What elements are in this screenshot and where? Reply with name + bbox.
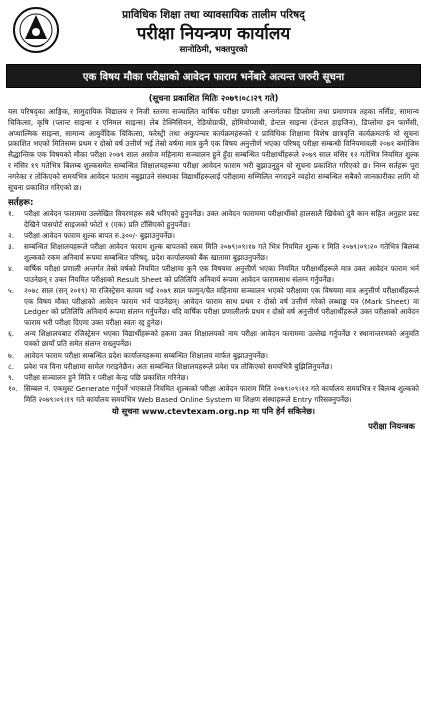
condition-text: सिम्बल नं. एकमुस्ट Generate गर्नुपर्ने भएकाले नियमित शुल्कको परीक्षा आवेदन फाराम मिति २०७९।०९।१२ गते कार्यालय समयभित्र र बिलम्ब शुल्कको मिति २०७९।०९।१९ गते कार्यालय समयभित्र Web Based Online System मा शिक्षण संस्थाहरूले Entry गरिसक्नुपर्नेछ। (24, 384, 419, 404)
org-name-line1: प्राविधिक शिक्षा तथा व्यावसायिक तालीम परिषद् (122, 9, 305, 21)
condition-number: ४. (8, 264, 15, 274)
condition-item (8, 362, 419, 373)
condition-number: १. (8, 209, 15, 219)
conditions-list (6, 209, 421, 405)
condition-text: वार्षिक परीक्षा प्रणाली अन्तर्गत तेस्रो वर्षको नियमित परीक्षामा कुनै एक विषयमा अनुत्तीर्ण भएका नियमित परीक्षार्थीहरूले मात्र उक्त आवेदन फाराम भर्न पाउनेछन् र उक्त नियमित परीक्षाको Result Sheet को प्रतिलिपि अनिवार्य रूपमा आवेदन फारामसाथ संलग्न गर्नुपर्नेछ। (24, 264, 419, 284)
condition-item (8, 264, 419, 285)
website-note: यो सूचना www.ctevtexam.org.np मा पनि हेर्न सकिनेछ। (111, 406, 316, 417)
publish-date: (सूचना प्रकाशित मितिः २०७९।०८।२९ गते) (148, 93, 279, 103)
condition-item (8, 286, 419, 328)
org-name-line2: परीक्षा नियन्त्रण कार्यालय (136, 24, 291, 44)
condition-text: परीक्षा आवेदन फाराम शुल्क बापत रु.३००/- बुझाउनुपर्नेछ। (24, 231, 176, 241)
condition-number: ९. (8, 373, 15, 383)
condition-number: ३. (8, 242, 15, 252)
condition-number: १०. (8, 384, 18, 394)
condition-text: प्रवेश पत्र विना परीक्षामा सामेल गराइनेछैन। अतः सम्बन्धित शिक्षालयहरूले प्रवेश पत्र तोकिएको समयभित्रै बुझिलिनुपर्नेछ। (24, 361, 333, 371)
org-address: सानोठिमी, भक्तपुरको (179, 45, 248, 55)
condition-number: ६. (8, 328, 15, 338)
condition-item (8, 329, 419, 350)
condition-number: ८. (8, 361, 15, 371)
condition-number: ७. (8, 350, 15, 360)
conditions-heading: सर्तहरू: (8, 198, 34, 209)
condition-text: परीक्षा सञ्चालन हुने मिति र परीक्षा केन्द्र पछि प्रकाशित गरिनेछ। (24, 373, 189, 383)
condition-text: अन्य शिक्षालयबाट रजिस्ट्रेसन भएका विद्यार्थीहरूको हकमा उक्त शिक्षालयको नाम परीक्षा आवेदन फाराममा उल्लेख गर्नुपर्नेछ र स्थानान्तरणको अनुमति पत्रको छायाँ प्रति समेत संलग्न राख्नुपर्नेछ। (24, 328, 419, 349)
condition-item (8, 231, 419, 242)
condition-item (8, 242, 419, 263)
condition-text: आवेदन फाराम परीक्षा सम्बन्धित प्रदेश कार्यालयहरूमा सम्बन्धित शिक्षालय मार्फत बुझाउनुपर्नेछ। (24, 350, 269, 360)
condition-text: २०७८ साल (सन् २०१९) मा रजिस्ट्रेसन कायम भई २०७९ साल फागुन/चैत महिनामा सञ्चालन भएको परीक्षामा एक विषयमा मात्र अनुत्तीर्ण परीक्षार्थीहरूले एक विषय मौका परीक्षाको आवेदन फाराम भर्न पाउनेछन्। आवेदन फाराम साथ प्रथम र दोस्रो वर्ष उत्तीर्ण गरेको लब्धाङ्क पत्र (Mark Sheet) वा Ledger को प्रतिलिपि अनिवार्य रूपमा संलग्न गर्नुपर्नेछ। यदि वार्षिक परीक्षा प्रणालीतर्फ प्रथम र दोस्रो वर्ष अनुत्तीर्ण परीक्षार्थीहरूले उक्त परीक्षाको आवेदन फाराम भरी परीक्षा दिएमा उक्त परीक्षा स्वतः रद्द हुनेछ। (24, 285, 419, 327)
notice-header (6, 4, 421, 60)
condition-number: २. (8, 231, 15, 241)
condition-text: परीक्षा आवेदन फाराममा उल्लेखित विवरणहरू सबै भरिएको हुनुपर्नेछ। उक्त आवेदन फाराममा परीक्षार्थीको हालसालै खिचेको दुवै कान सहित अनुहार प्रस्ट देखिने पासपोर्ट साइजको फोटो १ (एक) प्रति टाँसिएको हुनुपर्नेछ। (24, 209, 419, 229)
signature-title: परीक्षा नियन्त्रक (368, 421, 415, 432)
condition-number: ५. (8, 285, 15, 295)
condition-text: सम्बन्धित शिक्षालयहरूले परीक्षा आवेदन फाराम शुल्क बापतको रकम मिति २०७९।०९।१७ गते भित्र नियमित शुल्क र मिति २०७९।०९।२० गतेभित्र बिलम्ब शुल्कको रकम अनिवार्य रूपमा सम्बन्धित परिषद्, प्रदेश कार्यालयको बैंक खातामा बुझाउनुपर्नेछ। (24, 242, 419, 262)
condition-item (8, 384, 419, 405)
condition-item (8, 373, 419, 384)
condition-item (8, 351, 419, 362)
condition-item (8, 209, 419, 230)
notice-title-banner: एक विषय मौका परीक्षाको आवेदन फाराम भर्नेबारे अत्यन्त जरुरी सूचना (6, 64, 421, 88)
intro-paragraph: यस परिषद्का आङ्गिक, सामुदायिक विद्यालय र निजी स्तरमा सञ्चालित वार्षिक परीक्षा प्रणाली अन्तर्गतका डिप्लोमा तथा प्रमाणपत्र तहका नर्सिङ, सामान्य चिकित्सा, कृषि (प्लान्ट साइन्स र एनिमल साइन्स) लेब टेक्निसियन, रेडियोग्राफी, होमियोप्याथी, डेन्टल साइन्स (डेन्टल हाइजिन), डिप्लोमा इन फार्मेसी, अप्थाल्मिक साइन्स, सामान्य आयुर्वेदिक चिकित्सा, फरेस्ट्री तथा अकुपन्चर कार्यक्रमहरूको र प्राविधिक शिक्षामा विशेष छात्रवृत्ति कार्यक्रमतर्फ यो सूचना प्रकाशित भएको मितिसम्म प्रथम र दोस्रो वर्ष उत्तीर्ण भई तेस्रो वर्षमा मात्र कुनै एक विषय अनुत्तीर्ण भएका परिषद् परीक्षा सम्बन्धी विनियमावली २०७१ बमोजिम सैद्धान्तिक एक विषयको मौका परीक्षा २०७९ साल असोज महिनामा सञ्चालन हुने हुँदा सम्बन्धित परीक्षार्थीहरूले २०७९ साल मंसिर १२ गतेभित्र नियमित शुल्क र मंसिर १९ गतेभित्र बिलम्ब शुल्कसमेत सम्बन्धित शिक्षालयहरूमा परीक्षा आवेदन फाराम भरी बुझाउनुहुन यो सूचना प्रकाशित गरिएको छ। निम्न सर्तहरू पूरा नगरेका र तोकिएको समयभित्र आवेदन फाराम नबुझाउने संस्थाका विद्यार्थीहरूलाई परीक्षामा सम्मिलित नगराइने व्यहोरा सम्बन्धित सबैको जानकारीका लागि यो सूचना प्रकाशित गरिएको छ। (8, 107, 419, 192)
